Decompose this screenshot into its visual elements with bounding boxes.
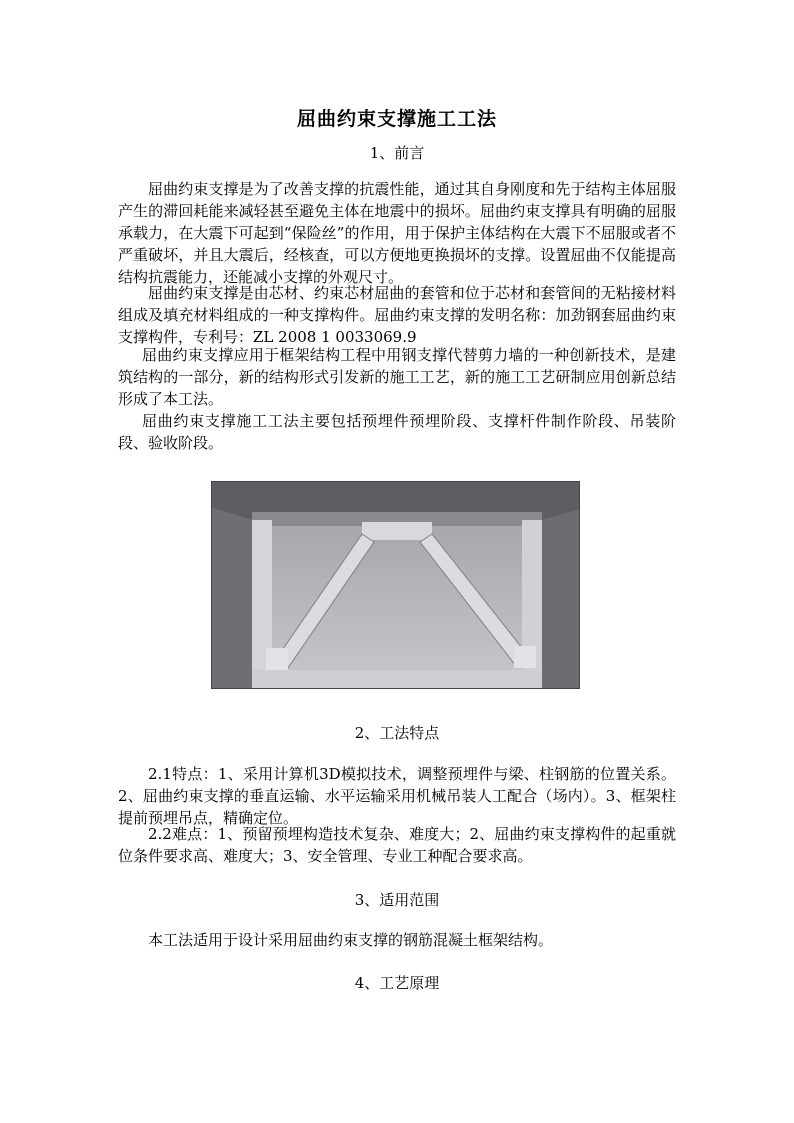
section-heading-3: 3、适用范围 bbox=[354, 891, 440, 909]
brace-photo bbox=[211, 481, 580, 689]
paragraph: 屈曲约束支撑应用于框架结构工程中用钢支撑代替剪力墙的一种创新技术，是建筑结构的一部分，新的结构形式引发新的施工工艺，新的施工工艺研制应用创新总结形成了本工法。 bbox=[118, 346, 676, 408]
section-heading-1: 1、前言 bbox=[369, 144, 425, 162]
document-title: 屈曲约束支撑施工工法 bbox=[296, 108, 497, 130]
paragraph: 2.1特点：1、采用计算机3D模拟技术，调整预埋件与梁、柱钢筋的位置关系。2、屈曲约束支撑的垂直运输、水平运输采用机械吊装人工配合（场内）。3、框架柱提前预埋吊点，精确定位。 bbox=[118, 765, 676, 827]
section-heading-4: 4、工艺原理 bbox=[354, 974, 440, 992]
paragraph: 屈曲约束支撑是由芯材、约束芯材屈曲的套管和位于芯材和套管间的无粘接材料组成及填充材料组成的一种支撑构件。屈曲约束支撑的发明名称：加劲钢套屈曲约束支撑构件，专利号：ZL 2008 1 0033069.9 bbox=[118, 284, 676, 346]
paragraph: 2.2难点：1、预留预埋构造技术复杂、难度大；2、屈曲约束支撑构件的起重就位条件要求高、难度大；3、安全管理、专业工种配合要求高。 bbox=[118, 825, 676, 865]
paragraph: 屈曲约束支撑是为了改善支撑的抗震性能，通过其自身刚度和先于结构主体屈服产生的滞回耗能来减轻甚至避免主体在地震中的损坏。屈曲约束支撑具有明确的屈服承载力，在大震下可起到“保险丝”的作用，用于保护主体结构在大震下不屈服或者不严重破坏，并且大震后，经核查，可以方便地更换损坏的支撑。设置屈曲不仅能提高结构抗震能力，还能减小支撑的外观尺寸。 bbox=[118, 180, 676, 286]
paragraph: 本工法适用于设计采用屈曲约束支撑的钢筋混凝土框架结构。 bbox=[148, 931, 554, 949]
section-heading-2: 2、工法特点 bbox=[354, 724, 440, 742]
paragraph: 屈曲约束支撑施工工法主要包括预埋件预埋阶段、支撑杆件制作阶段、吊装阶段、验收阶段。 bbox=[118, 412, 676, 452]
